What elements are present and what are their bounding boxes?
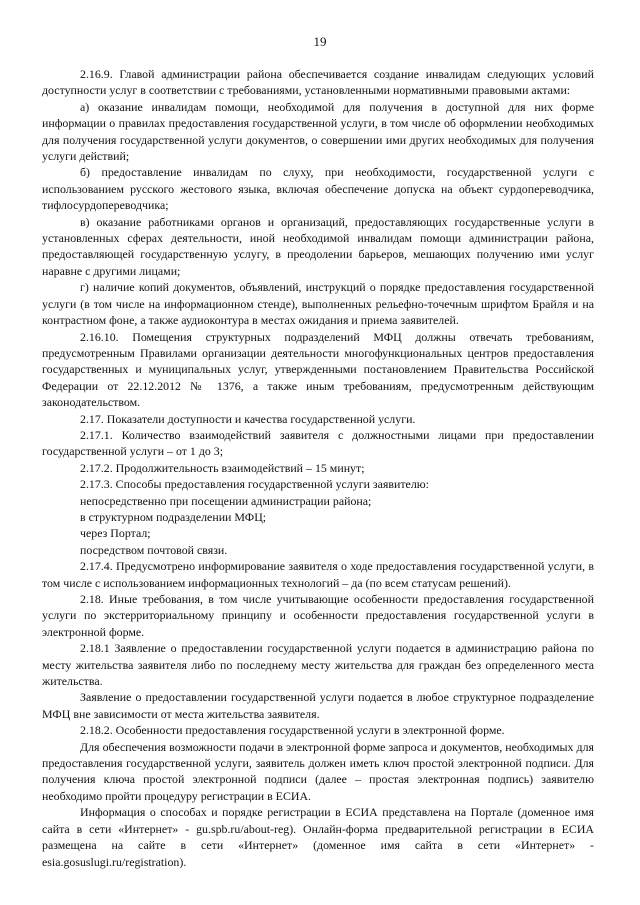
document-body — [42, 66, 594, 870]
paragraph-application-mfc: Заявление о предоставлении государственной услуги подается в любое структурное подразделение МФЦ вне зависимости от места жительства заявителя. — [42, 690, 594, 721]
paragraph-2-17-4: 2.17.4. Предусмотрено информирование заявителя о ходе предоставления государственной услуги, в том числе с использованием информационных технологий – да (по всем статусам решений). — [42, 559, 594, 590]
paragraph-2-18-2: 2.18.2. Особенности предоставления государственной услуги в электронной форме. — [80, 723, 505, 738]
paragraph-item-v: в) оказание работниками органов и организаций, предоставляющих государственные услуги в установленных сферах деятельности, иной необходимой инвалидам помощи администрации района, предоставляющей государственную услугу, в преодолении барьеров, мешающих получению ими услуг наравне с другими лицами; — [42, 214, 594, 278]
page-number: 19 — [313, 34, 327, 49]
paragraph-item-a: а) оказание инвалидам помощи, необходимой для получения в доступной для них форме информации о правилах предоставления государственной услуги, в том числе об оформлении необходимых для получения государственной услуги документов, о совершении ими других необходимых для получения услуги действий; — [42, 99, 594, 164]
paragraph-item-b: б) предоставление инвалидам по слуху, при необходимости, государственной услуги с использованием русского жестового языка, включая обеспечение допуска на объект сурдопереводчика, тифлосурдопереводчика; — [42, 165, 594, 213]
paragraph-2-17-1: 2.17.1. Количество взаимодействий заявителя с должностными лицами при предоставлении государственной услуги – от 1 до 3; — [42, 427, 594, 459]
paragraph-2-18: 2.18. Иные требования, в том числе учитывающие особенности предоставления государственной услуги по экстерриториальному принципу и особенности предоставления государственной услуги в электронной форме. — [42, 592, 594, 639]
list-item-post: посредством почтовой связи. — [80, 542, 228, 557]
paragraph-2-18-1: 2.18.1 Заявление о предоставлении государственной услуги подается в администрацию района по месту жительства заявителя либо по последнему месту жительства для граждан без определенного места жительства. — [42, 641, 594, 689]
list-item-admin-visit: непосредственно при посещении администрации района; — [80, 493, 372, 508]
paragraph-2-17-3: 2.17.3. Способы предоставления государственной услуги заявителю: — [80, 477, 429, 492]
paragraph-2-17: 2.17. Показатели доступности и качества государственной услуги. — [80, 411, 416, 426]
list-item-portal: через Портал; — [80, 526, 151, 541]
list-item-mfc: в структурном подразделении МФЦ; — [80, 509, 267, 524]
paragraph-2-16-9: 2.16.9. Главой администрации района обеспечивается создание инвалидам следующих условий доступности услуг в соответствии с требованиями, установленными нормативными правовыми актами: — [42, 67, 594, 98]
paragraph-2-16-10: 2.16.10. Помещения структурных подразделений МФЦ должны отвечать требованиям, предусмотренным Правилами организации деятельности многофункциональных центров предоставления государственных и муниципальных услуг, утвержденными постановлением Правительства Российской Федерации от 22.12.2012 № 1376, а также иным требованиям, предусмотренным действующим законодательством. — [42, 329, 594, 410]
paragraph-electronic-signature: Для обеспечения возможности подачи в электронной форме запроса и документов, необходимых для предоставления государственной услуги, заявитель должен иметь ключ простой электронной подписи. Для получения ключа простой электронной подписи (далее – простая электронная подпись) заявителю необходимо пройти процедуру регистрации в ЕСИА. — [42, 739, 594, 803]
paragraph-esia-registration: Информация о способах и порядке регистрации в ЕСИА представлена на Портале (доменное имя сайта в сети «Интернет» - gu.spb.ru/about-reg). Онлайн-форма предварительной регистрации в ЕСИА размещена на сайте в сети «Интернет» (доменное имя сайта в сети «Интернет» - esia.gosuslugi.ru/registration). — [42, 805, 594, 869]
paragraph-item-g: г) наличие копий документов, объявлений, инструкций о порядке предоставления государственной услуги (в том числе на информационном стенде), выполненных рельефно-точечным шрифтом Брайля и на контрастном фоне, а также аудиоконтура в местах ожидания и приема заявителей. — [42, 280, 594, 328]
paragraph-2-17-2: 2.17.2. Продолжительность взаимодействий – 15 минут; — [80, 460, 365, 475]
